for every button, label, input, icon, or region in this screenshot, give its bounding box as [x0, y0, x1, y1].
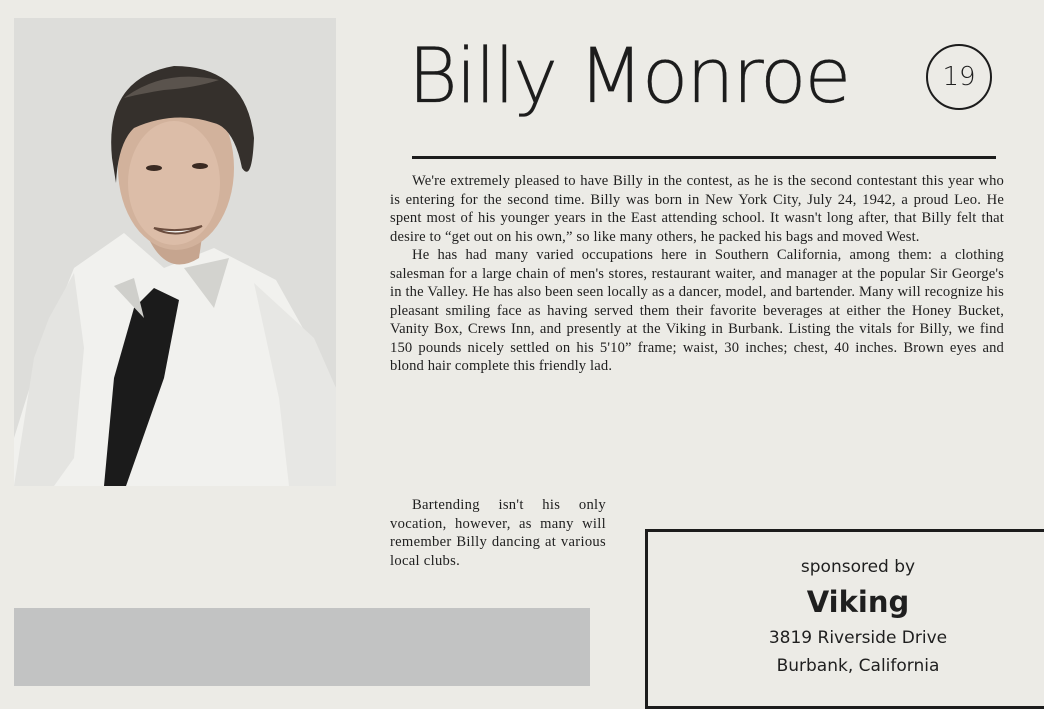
sponsor-address-line1: 3819 Riverside Drive [768, 628, 948, 648]
sponsor-name: Viking [806, 585, 910, 619]
bio-paragraph-3: Bartending isn't his only vocation, however, as many will remember Billy dancing at various local clubs. [390, 497, 606, 569]
portrait-photo [14, 18, 336, 486]
contestant-number-badge: 19 [926, 44, 992, 110]
bio-paragraph-1: We're extremely pleased to have Billy in the contest, as he is the second contestant this year who is entering for the second time. Billy was born in New York City, July 24, 1942, a proud Leo. He spent most of his younger years in the East attending school. It wasn't long after, that Billy felt that desire to “get out on his own,” so like many others, he packed his bags and moved West. [390, 173, 1004, 245]
sponsor-content [648, 554, 1044, 680]
title-divider [412, 156, 996, 159]
bio-paragraph-2: He has had many varied occupations here in Southern California, among them: a clothing salesman for a large chain of men's stores, restaurant waiter, and manager at the popular Sir George's in the Valley. He has also been seen locally as a dancer, model, and bartender. Many will recognize his pleasant smiling face as having served them their favorite beverages at either the Honey Bucket, Vanity Box, Crews Inn, and presently at the Viking in Burbank. Listing the vitals for Billy, we find 150 pounds nicely settled on his 5'10” frame; waist, 30 inches; chest, 40 inches. Brown eyes and blond hair complete this friendly lad. [390, 247, 1004, 374]
sponsor-label: sponsored by [800, 557, 916, 577]
sponsor-box [645, 529, 1044, 709]
bio-text [390, 172, 1004, 376]
portrait-illustration [14, 18, 336, 486]
contestant-name-title: Billy Monroe [408, 31, 850, 120]
bio-closing-text [390, 496, 606, 570]
sponsor-address-line2: Burbank, California [776, 656, 940, 676]
secondary-photo [14, 608, 590, 686]
